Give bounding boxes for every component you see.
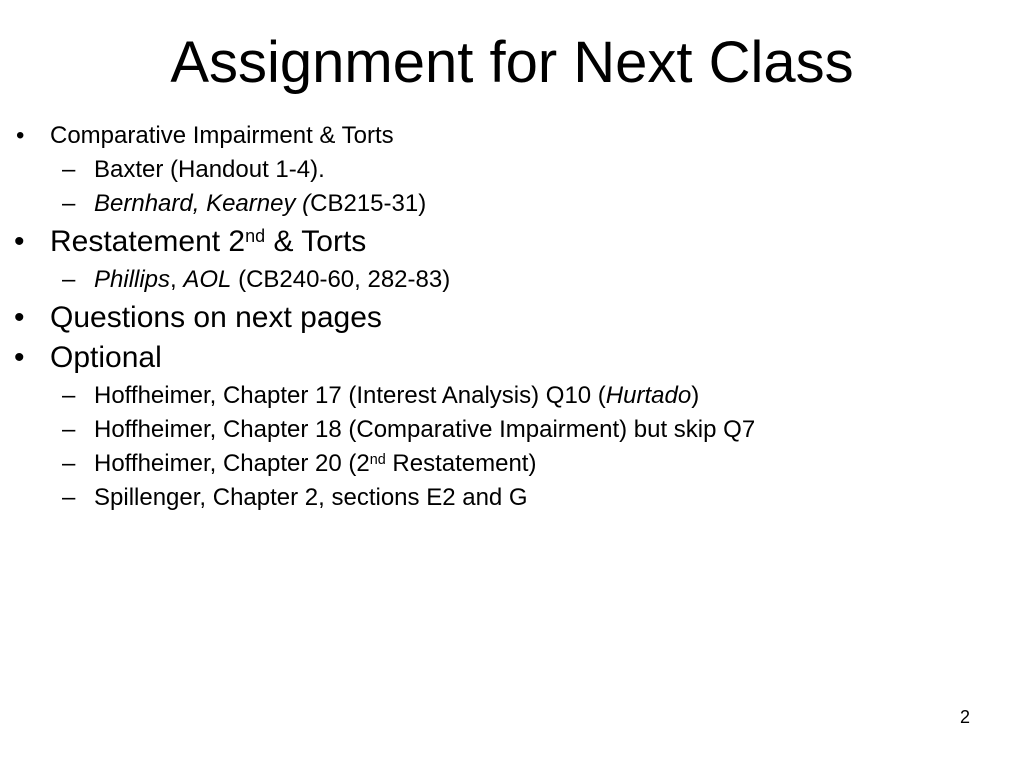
case-name-italic: Phillips xyxy=(94,266,171,293)
sub-item-hoffheimer-ch18 xyxy=(94,416,755,444)
list-item-text-tail: & Torts xyxy=(265,225,367,258)
list-item-restatement xyxy=(50,225,366,259)
list-item-text: Comparative Impairment & Torts xyxy=(50,122,394,149)
case-name-italic: Hurtado xyxy=(605,382,692,409)
dash-marker: – xyxy=(62,484,76,511)
dash-marker: – xyxy=(62,156,76,183)
bullet-marker: • xyxy=(16,122,25,149)
case-citation: CB215-31) xyxy=(310,190,427,217)
sub-item-phillips-aol xyxy=(94,266,450,294)
sub-item-text: Hoffheimer, Chapter 20 (2 xyxy=(94,450,370,477)
sub-item-text: Hoffheimer, Chapter 18 (Comparative Impairment) but skip Q7 xyxy=(94,416,756,443)
sub-item-hoffheimer-ch17 xyxy=(94,382,699,410)
slide-title: Assignment for Next Class xyxy=(170,30,854,95)
list-item-comparative-impairment xyxy=(50,122,394,150)
list-item-text: Restatement 2 xyxy=(50,225,246,258)
sub-item-text-tail: Restatement) xyxy=(385,450,537,477)
sub-item-text: Hoffheimer, Chapter 17 (Interest Analysis) Q10 ( xyxy=(94,382,606,409)
sub-item-hoffheimer-ch20 xyxy=(94,450,536,478)
sub-item-baxter xyxy=(94,156,325,184)
sub-item-text: Baxter (Handout 1-4). xyxy=(94,156,325,183)
dash-marker: – xyxy=(62,416,76,443)
list-item-text: Questions on next pages xyxy=(50,301,382,334)
sub-item-spillenger xyxy=(94,484,528,512)
separator: , xyxy=(170,266,184,293)
dash-marker: – xyxy=(62,266,76,293)
list-item-optional xyxy=(50,341,162,375)
bullet-marker: • xyxy=(14,341,25,374)
case-name-italic: AOL xyxy=(183,266,232,293)
superscript-nd: nd xyxy=(245,226,266,246)
sub-item-text-tail: ) xyxy=(691,382,700,409)
bullet-marker: • xyxy=(14,225,25,258)
dash-marker: – xyxy=(62,190,76,217)
superscript-nd: nd xyxy=(369,451,386,468)
dash-marker: – xyxy=(62,450,76,477)
page-number: 2 xyxy=(959,707,970,727)
sub-item-bernhard-kearney xyxy=(94,190,426,218)
list-item-questions xyxy=(50,301,382,335)
case-name-italic: Bernhard, Kearney ( xyxy=(94,190,311,217)
case-citation: (CB240-60, 282-83) xyxy=(231,266,451,293)
sub-item-text: Spillenger, Chapter 2, sections E2 and G xyxy=(94,484,528,511)
list-item-text: Optional xyxy=(50,341,162,374)
bullet-marker: • xyxy=(14,301,25,334)
dash-marker: – xyxy=(62,382,76,409)
